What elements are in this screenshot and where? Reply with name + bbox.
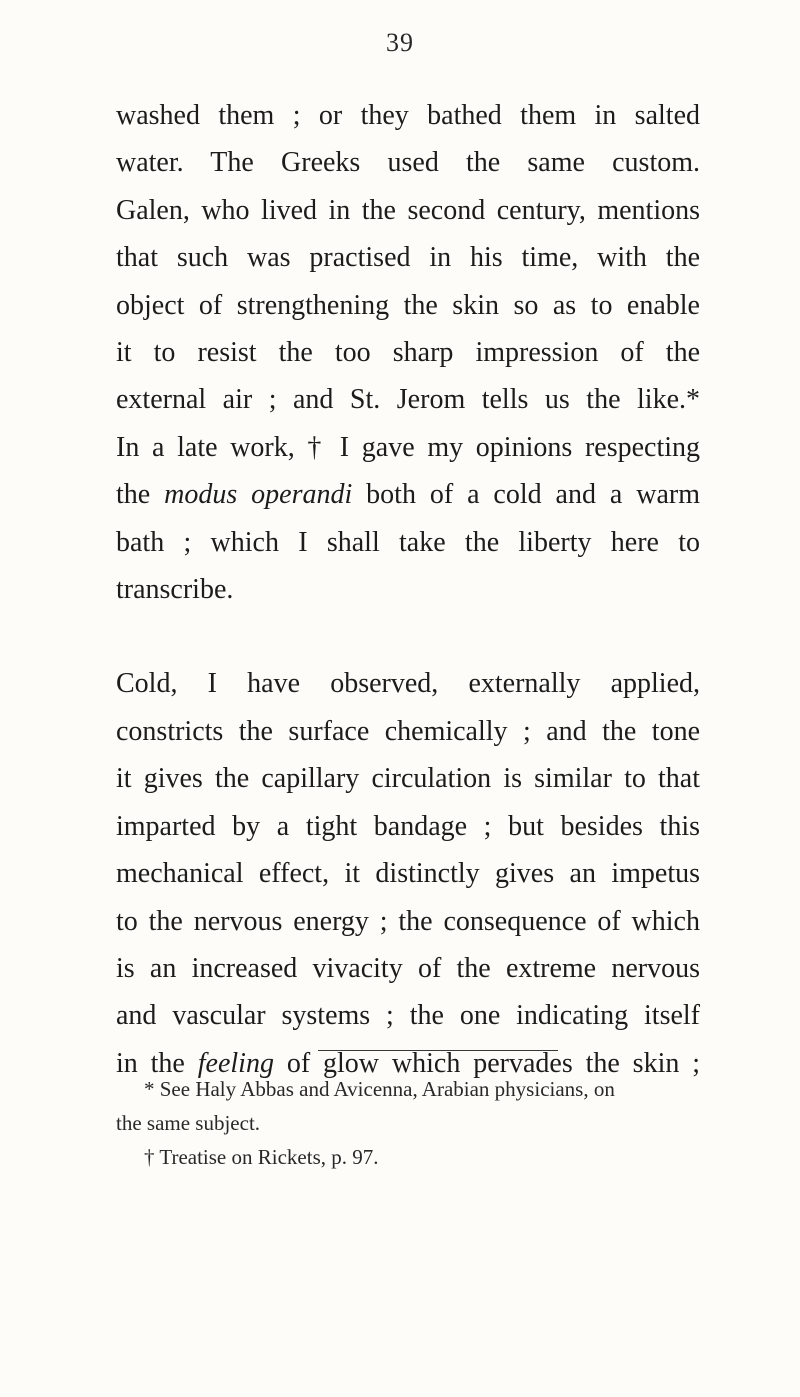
text-segment: in the	[116, 1047, 198, 1079]
italic-phrase: modus operandi	[164, 479, 353, 511]
text-line: to the nervous energy ; the consequence of which	[116, 905, 700, 937]
footnote: * See Haly Abbas and Avicenna, Arabian physicians, on	[144, 1077, 615, 1101]
footnote: † Treatise on Rickets, p. 97.	[144, 1145, 379, 1169]
text-line: washed them ; or they bathed them in salted	[116, 100, 700, 131]
footnote-divider	[318, 1050, 558, 1051]
text-line: bath ; which I shall take the liberty here to	[116, 526, 700, 558]
text-line: object of strengthening the skin so as to enable	[116, 289, 700, 321]
text-line: it to resist the too sharp impression of the	[116, 337, 700, 369]
text-line: is an increased vivacity of the extreme nervous	[116, 952, 700, 984]
text-line: it gives the capillary circulation is similar to that	[116, 763, 700, 795]
footnote: the same subject.	[116, 1111, 261, 1135]
text-line: Cold, I have observed, externally applied,	[116, 668, 700, 700]
text-line: external air ; and St. Jerom tells us the like.*	[116, 384, 700, 416]
text-line: constricts the surface chemically ; and the tone	[116, 715, 700, 747]
text-segment: of glow which pervades the skin ;	[273, 1047, 700, 1079]
text-line: transcribe.	[116, 574, 234, 606]
text-line: In a late work, † I gave my opinions respecting	[116, 431, 700, 463]
text-segment: both of a cold and a warm	[352, 479, 700, 511]
text-line: mechanical effect, it distinctly gives an impetus	[116, 858, 700, 890]
text-line	[116, 471, 700, 518]
text-line: and vascular systems ; the one indicating itself	[116, 1000, 700, 1032]
text-line: that such was practised in his time, with the	[116, 242, 700, 274]
text-line: Galen, who lived in the second century, mentions	[116, 194, 700, 226]
text-segment: the	[116, 479, 165, 511]
body-text	[116, 92, 700, 1087]
text-line: imparted by a tight bandage ; but besides this	[116, 810, 700, 842]
footnotes	[116, 1072, 700, 1174]
page-number: 39	[386, 28, 414, 57]
paragraph-gap	[116, 613, 700, 660]
text-line: water. The Greeks used the same custom.	[116, 147, 700, 179]
italic-phrase: feeling	[197, 1047, 274, 1079]
